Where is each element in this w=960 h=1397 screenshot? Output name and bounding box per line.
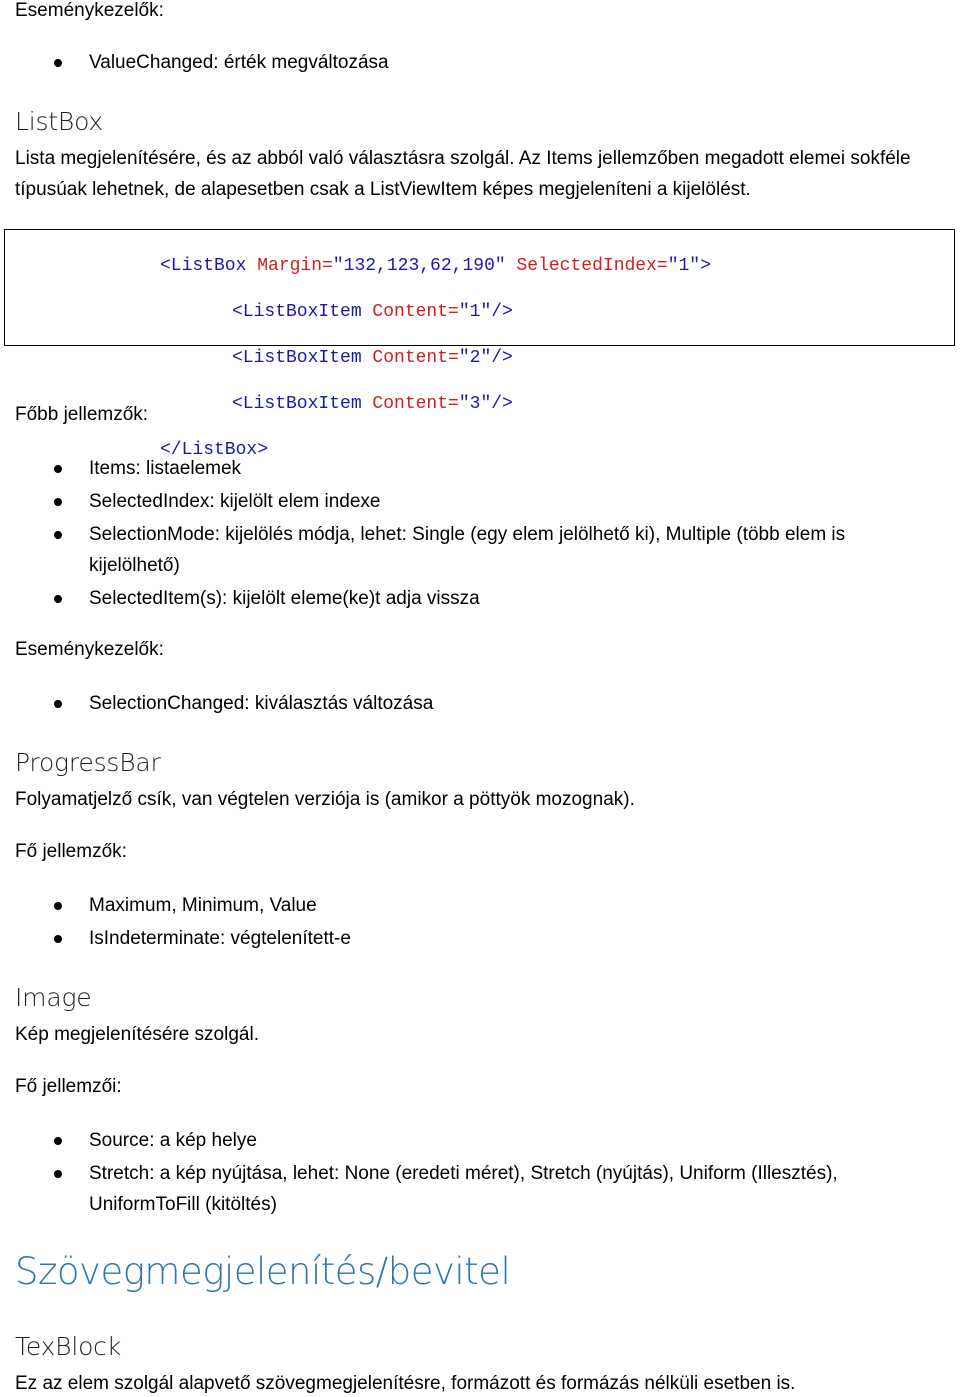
listbox-props-list [0,453,930,614]
event-handlers-heading: Eseménykezelők: [15,0,164,21]
bullet-icon [54,59,62,67]
list-item: Items: listaelemek [0,453,930,484]
list-item: Stretch: a kép nyújtása, lehet: None (eredeti méret), Stretch (nyújtás), Uniform (Illesztés), UniformToFill (kitöltés) [0,1158,930,1220]
listbox-props-heading: Főbb jellemzők: [15,404,149,425]
listbox-title: ListBox [15,107,103,136]
bullet-icon [54,935,62,943]
image-props-heading: Fő jellemzői: [15,1076,122,1097]
bullet-icon [54,1137,62,1145]
list-item: SelectionMode: kijelölés módja, lehet: Single (egy elem jelölhető ki), Multiple (több elem is kijelölhető) [0,519,930,581]
listbox-handlers-heading: Eseménykezelők: [15,639,164,660]
code-sample [160,232,711,485]
bullet-icon [54,1170,62,1178]
list-item: SelectedIndex: kijelölt elem indexe [0,486,930,517]
code-line: <ListBoxItem Content="2"/> [232,348,513,368]
texblock-description: Ez az elem szolgál alapvető szövegmegjelenítésre, formázott és formázás nélküli esetben is. [15,1373,796,1394]
code-line: <ListBoxItem Content="3"/> [232,394,513,414]
code-line: <ListBox Margin="132,123,62,190" SelectedIndex="1"> [160,256,711,276]
code-line: </ListBox> [160,440,269,460]
list-item: IsIndeterminate: végtelenített-e [0,923,930,954]
bullet-icon [54,902,62,910]
image-props-list [0,1125,930,1220]
progressbar-props-list [0,890,930,954]
code-line: <ListBoxItem Content="1"/> [232,302,513,322]
bullet-icon [54,465,62,473]
list-item: ValueChanged: érték megváltozása [0,47,930,78]
listbox-handlers-list [0,688,930,719]
progressbar-title: ProgressBar [15,748,161,777]
image-title: Image [15,983,92,1012]
list-item: SelectedItem(s): kijelölt eleme(ke)t adja vissza [0,583,930,614]
list-item: Source: a kép helye [0,1125,930,1156]
event-handlers-list [0,47,930,78]
bullet-icon [54,700,62,708]
progressbar-description: Folyamatjelző csík, van végtelen verziója is (amikor a pöttyök mozognak). [15,789,635,810]
progressbar-props-heading: Fő jellemzők: [15,841,127,862]
bullet-icon [54,498,62,506]
texblock-title: TexBlock [15,1332,121,1361]
image-description: Kép megjelenítésére szolgál. [15,1024,259,1045]
listbox-description: Lista megjelenítésére, és az abból való választásra szolgál. Az Items jellemzőben megadott elemei sokféle típusúak lehetnek, de alapesetben csak a ListViewItem képes megjeleníteni a kijelölést. [15,148,911,200]
bullet-icon [54,531,62,539]
list-item: SelectionChanged: kiválasztás változása [0,688,930,719]
bullet-icon [54,595,62,603]
section-title: Szövegmegjelenítés/bevitel [15,1250,511,1293]
list-item: Maximum, Minimum, Value [0,890,930,921]
